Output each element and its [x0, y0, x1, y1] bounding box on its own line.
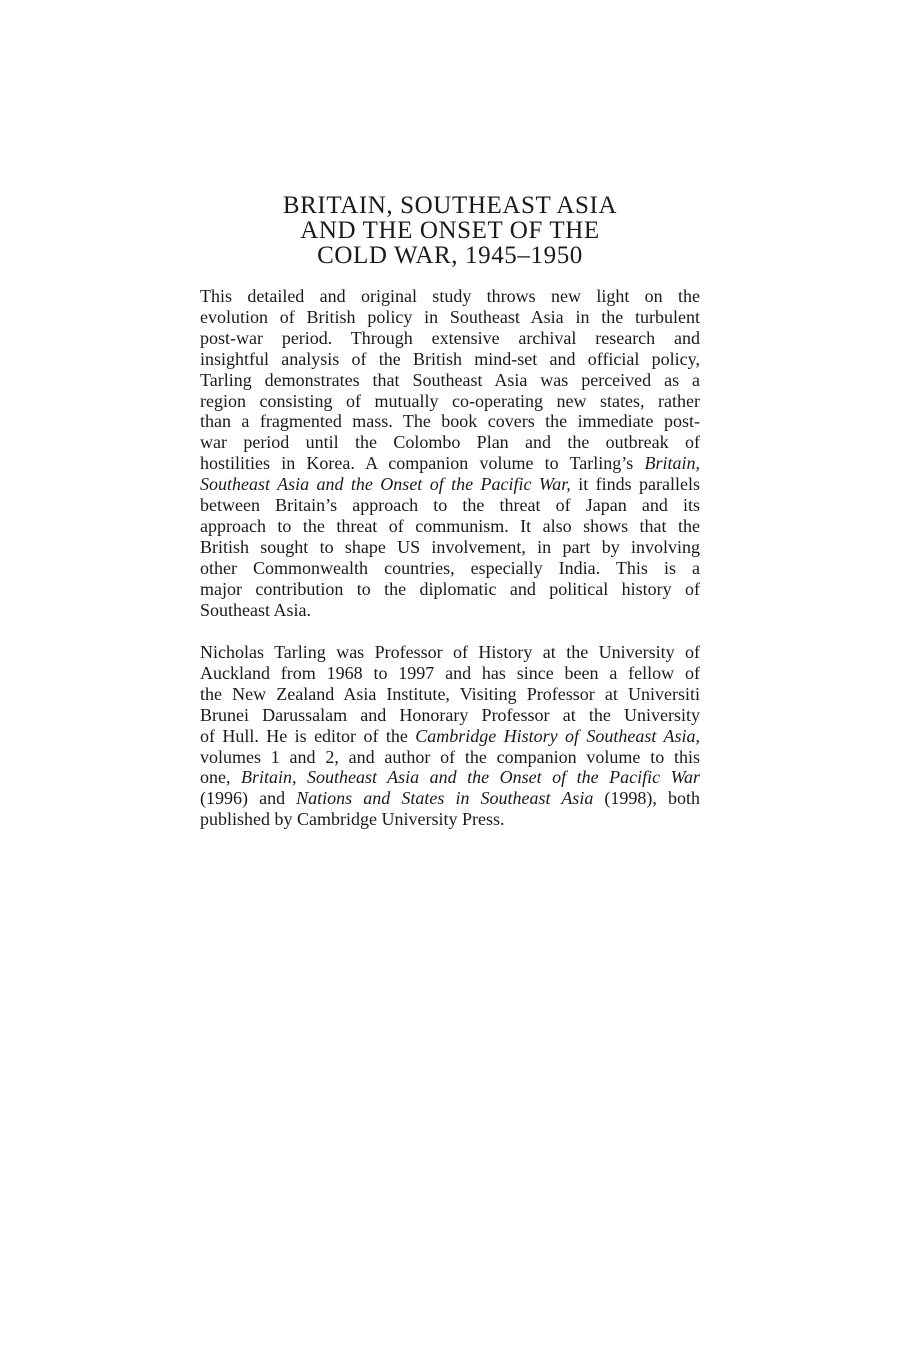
description-line [200, 474, 700, 495]
book-description [200, 286, 700, 621]
bio-line: volumes 1 and 2, and author of the companion volume to this [200, 746, 700, 767]
bio-text: (1996) and [200, 788, 297, 809]
bio-line [200, 726, 700, 747]
description-line: insightful analysis of the British mind-set and official policy, [200, 348, 700, 369]
description-line: other Commonwealth countries, especially India. This is a [200, 557, 700, 578]
bio-line [200, 788, 700, 809]
description-line: approach to the threat of communism. It also shows that the [200, 515, 700, 536]
nations-and-states-title-italic: Nations and States in Southeast Asia [296, 788, 594, 809]
description-text: it finds parallels [570, 474, 700, 495]
description-line [200, 453, 700, 474]
description-line: region consisting of mutually co-operating new states, rather [200, 390, 700, 411]
bio-text: (1998), both [593, 788, 701, 809]
bio-text: of Hull. He is editor of the [200, 725, 416, 746]
description-line: Southeast Asia. [200, 599, 311, 620]
description-line: evolution of British policy in Southeast Asia in the turbulent [200, 306, 700, 327]
bio-line: the New Zealand Asia Institute, Visiting Professor at Universiti [200, 683, 700, 704]
companion-title-italic: Southeast Asia and the Onset of the Pacific War, [200, 474, 571, 495]
bio-line: Brunei Darussalam and Honorary Professor at the University [200, 704, 700, 725]
description-line: major contribution to the diplomatic and political history of [200, 578, 700, 599]
bio-line: published by Cambridge University Press. [200, 809, 505, 830]
bio-text: one, [200, 767, 241, 788]
book-title-line-2: AND THE ONSET OF THE [300, 217, 600, 244]
book-title-line-1: BRITAIN, SOUTHEAST ASIA [282, 192, 618, 219]
description-line: Tarling demonstrates that Southeast Asia was perceived as a [200, 369, 700, 390]
description-line: This detailed and original study throws new light on the [200, 286, 700, 306]
description-line: post-war period. Through extensive archival research and [200, 327, 700, 348]
description-line: between Britain’s approach to the threat of Japan and its [200, 495, 700, 516]
bio-line: Nicholas Tarling was Professor of History at the University of [200, 642, 700, 662]
companion-volume-title-italic: Britain, Southeast Asia and the Onset of the Pacific War [241, 767, 700, 788]
description-line: than a fragmented mass. The book covers the immediate post- [200, 411, 700, 432]
description-line: British sought to shape US involvement, in part by involving [200, 536, 700, 557]
cambridge-history-title-italic: Cambridge History of Southeast Asia, [415, 725, 700, 746]
description-text: hostilities in Korea. A companion volume to Tarling’s [200, 453, 645, 474]
description-line: war period until the Colombo Plan and the outbreak of [200, 432, 700, 453]
book-title [200, 193, 700, 268]
companion-title-italic: Britain, [644, 453, 700, 474]
bio-line [200, 767, 700, 788]
bio-line: Auckland from 1968 to 1997 and has since been a fellow of [200, 662, 700, 683]
author-bio [200, 642, 700, 830]
book-title-line-3: COLD WAR, 1945–1950 [317, 242, 583, 269]
